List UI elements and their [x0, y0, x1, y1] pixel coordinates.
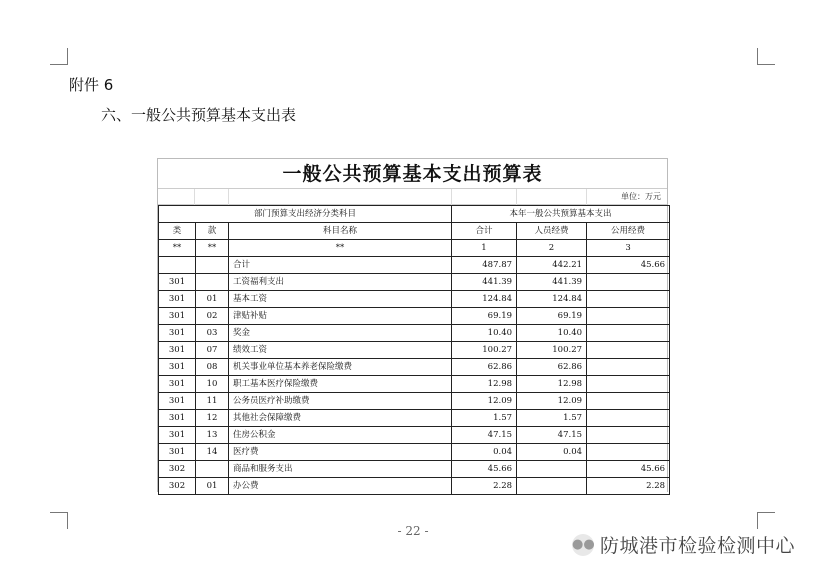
cell-kuan [196, 461, 229, 478]
cell-lei: 302 [159, 461, 196, 478]
cell-public [587, 342, 670, 359]
cell-lei: 301 [159, 291, 196, 308]
cell-personnel: 47.15 [517, 427, 587, 444]
cell-name: 医疗费 [229, 444, 452, 461]
index-cell: 3 [587, 240, 670, 257]
cell-name: 基本工资 [229, 291, 452, 308]
col-header-kuan: 款 [196, 223, 229, 240]
cell-public: 45.66 [587, 461, 670, 478]
cell-total: 441.39 [452, 274, 517, 291]
watermark [572, 531, 795, 558]
cell-kuan: 13 [196, 427, 229, 444]
cell-name: 奖金 [229, 325, 452, 342]
table-row [159, 274, 670, 291]
cell-public [587, 393, 670, 410]
table-row [159, 308, 670, 325]
cell-total: 10.40 [452, 325, 517, 342]
cell-public [587, 376, 670, 393]
cell-total: 124.84 [452, 291, 517, 308]
cell-public [587, 325, 670, 342]
cell-lei: 301 [159, 308, 196, 325]
column-header-row [159, 223, 670, 240]
cell-kuan: 03 [196, 325, 229, 342]
cell-name: 其他社会保障缴费 [229, 410, 452, 427]
cell-name: 绩效工资 [229, 342, 452, 359]
wechat-icon: ●● [572, 534, 594, 556]
cell-lei: 301 [159, 444, 196, 461]
index-row [159, 240, 670, 257]
cell-name: 办公费 [229, 478, 452, 495]
cell-personnel: 0.04 [517, 444, 587, 461]
cell-personnel: 62.86 [517, 359, 587, 376]
cell-kuan [196, 274, 229, 291]
table-row [159, 325, 670, 342]
cell-kuan: 08 [196, 359, 229, 376]
table-row [159, 410, 670, 427]
cell-total: 487.87 [452, 257, 517, 274]
table-row [159, 393, 670, 410]
cell-kuan: 12 [196, 410, 229, 427]
cell-total: 2.28 [452, 478, 517, 495]
cell-public: 45.66 [587, 257, 670, 274]
cell-name: 工资福利支出 [229, 274, 452, 291]
section-heading: 六、一般公共预算基本支出表 [101, 106, 297, 124]
cell-total: 0.04 [452, 444, 517, 461]
cell-personnel: 124.84 [517, 291, 587, 308]
crop-mark-top-right-v [757, 48, 758, 65]
col-header-public: 公用经费 [587, 223, 670, 240]
cell-total: 100.27 [452, 342, 517, 359]
cell-lei: 301 [159, 393, 196, 410]
cell-personnel [517, 478, 587, 495]
cell-kuan: 11 [196, 393, 229, 410]
table-row [159, 376, 670, 393]
cell-public [587, 444, 670, 461]
index-cell: 2 [517, 240, 587, 257]
table-title: 一般公共预算基本支出预算表 [158, 159, 667, 189]
cell-public: 2.28 [587, 478, 670, 495]
cell-personnel [517, 461, 587, 478]
cell-lei: 301 [159, 410, 196, 427]
cell-lei: 301 [159, 342, 196, 359]
cell-lei: 301 [159, 274, 196, 291]
cell-lei [159, 257, 196, 274]
cell-kuan: 07 [196, 342, 229, 359]
cell-kuan: 14 [196, 444, 229, 461]
col-header-personnel: 人员经费 [517, 223, 587, 240]
cell-name: 津贴补贴 [229, 308, 452, 325]
table-row [159, 461, 670, 478]
col-header-lei: 类 [159, 223, 196, 240]
crop-mark-bottom-right-h [757, 512, 775, 513]
group-header-left: 部门预算支出经济分类科目 [159, 206, 452, 223]
cell-personnel: 1.57 [517, 410, 587, 427]
cell-lei: 301 [159, 376, 196, 393]
cell-public [587, 308, 670, 325]
crop-mark-top-left-v [67, 48, 68, 65]
cell-kuan: 10 [196, 376, 229, 393]
index-cell: ** [196, 240, 229, 257]
col-header-name: 科目名称 [229, 223, 452, 240]
watermark-text: 防城港市检验检测中心 [600, 535, 796, 557]
cell-name: 公务员医疗补助缴费 [229, 393, 452, 410]
cell-total: 12.09 [452, 393, 517, 410]
cell-name: 合计 [229, 257, 452, 274]
cell-kuan: 01 [196, 478, 229, 495]
cell-total: 45.66 [452, 461, 517, 478]
group-header-right: 本年一般公共预算基本支出 [452, 206, 670, 223]
cell-personnel: 442.21 [517, 257, 587, 274]
cell-public [587, 274, 670, 291]
cell-lei: 301 [159, 427, 196, 444]
index-cell: ** [229, 240, 452, 257]
cell-lei: 302 [159, 478, 196, 495]
table-row [159, 257, 670, 274]
cell-personnel: 12.98 [517, 376, 587, 393]
index-cell: ** [159, 240, 196, 257]
cell-personnel: 100.27 [517, 342, 587, 359]
crop-mark-top-left-h [50, 64, 68, 65]
table-row [159, 342, 670, 359]
cell-kuan [196, 257, 229, 274]
crop-mark-top-right-h [757, 64, 775, 65]
budget-table [158, 205, 670, 495]
table-row [159, 478, 670, 495]
cell-public [587, 410, 670, 427]
table-row [159, 359, 670, 376]
cell-personnel: 69.19 [517, 308, 587, 325]
index-cell: 1 [452, 240, 517, 257]
col-header-total: 合计 [452, 223, 517, 240]
cell-personnel: 441.39 [517, 274, 587, 291]
table-row [159, 291, 670, 308]
cell-kuan: 02 [196, 308, 229, 325]
cell-total: 47.15 [452, 427, 517, 444]
cell-lei: 301 [159, 359, 196, 376]
cell-name: 职工基本医疗保险缴费 [229, 376, 452, 393]
group-header-row [159, 206, 670, 223]
cell-total: 69.19 [452, 308, 517, 325]
cell-public [587, 359, 670, 376]
cell-name: 商品和服务支出 [229, 461, 452, 478]
crop-mark-bottom-left-h [50, 512, 68, 513]
cell-total: 1.57 [452, 410, 517, 427]
page-number: - 22 - [397, 524, 429, 538]
cell-total: 62.86 [452, 359, 517, 376]
cell-personnel: 12.09 [517, 393, 587, 410]
cell-public [587, 427, 670, 444]
table-row [159, 427, 670, 444]
cell-total: 12.98 [452, 376, 517, 393]
cell-name: 机关事业单位基本养老保险缴费 [229, 359, 452, 376]
cell-kuan: 01 [196, 291, 229, 308]
cell-personnel: 10.40 [517, 325, 587, 342]
budget-sheet [157, 158, 668, 492]
unit-row [158, 189, 667, 205]
unit-label: 单位：万元 [621, 192, 661, 201]
cell-public [587, 291, 670, 308]
cell-lei: 301 [159, 325, 196, 342]
cell-name: 住房公积金 [229, 427, 452, 444]
attachment-label: 附件 6 [69, 76, 114, 94]
table-row [159, 444, 670, 461]
